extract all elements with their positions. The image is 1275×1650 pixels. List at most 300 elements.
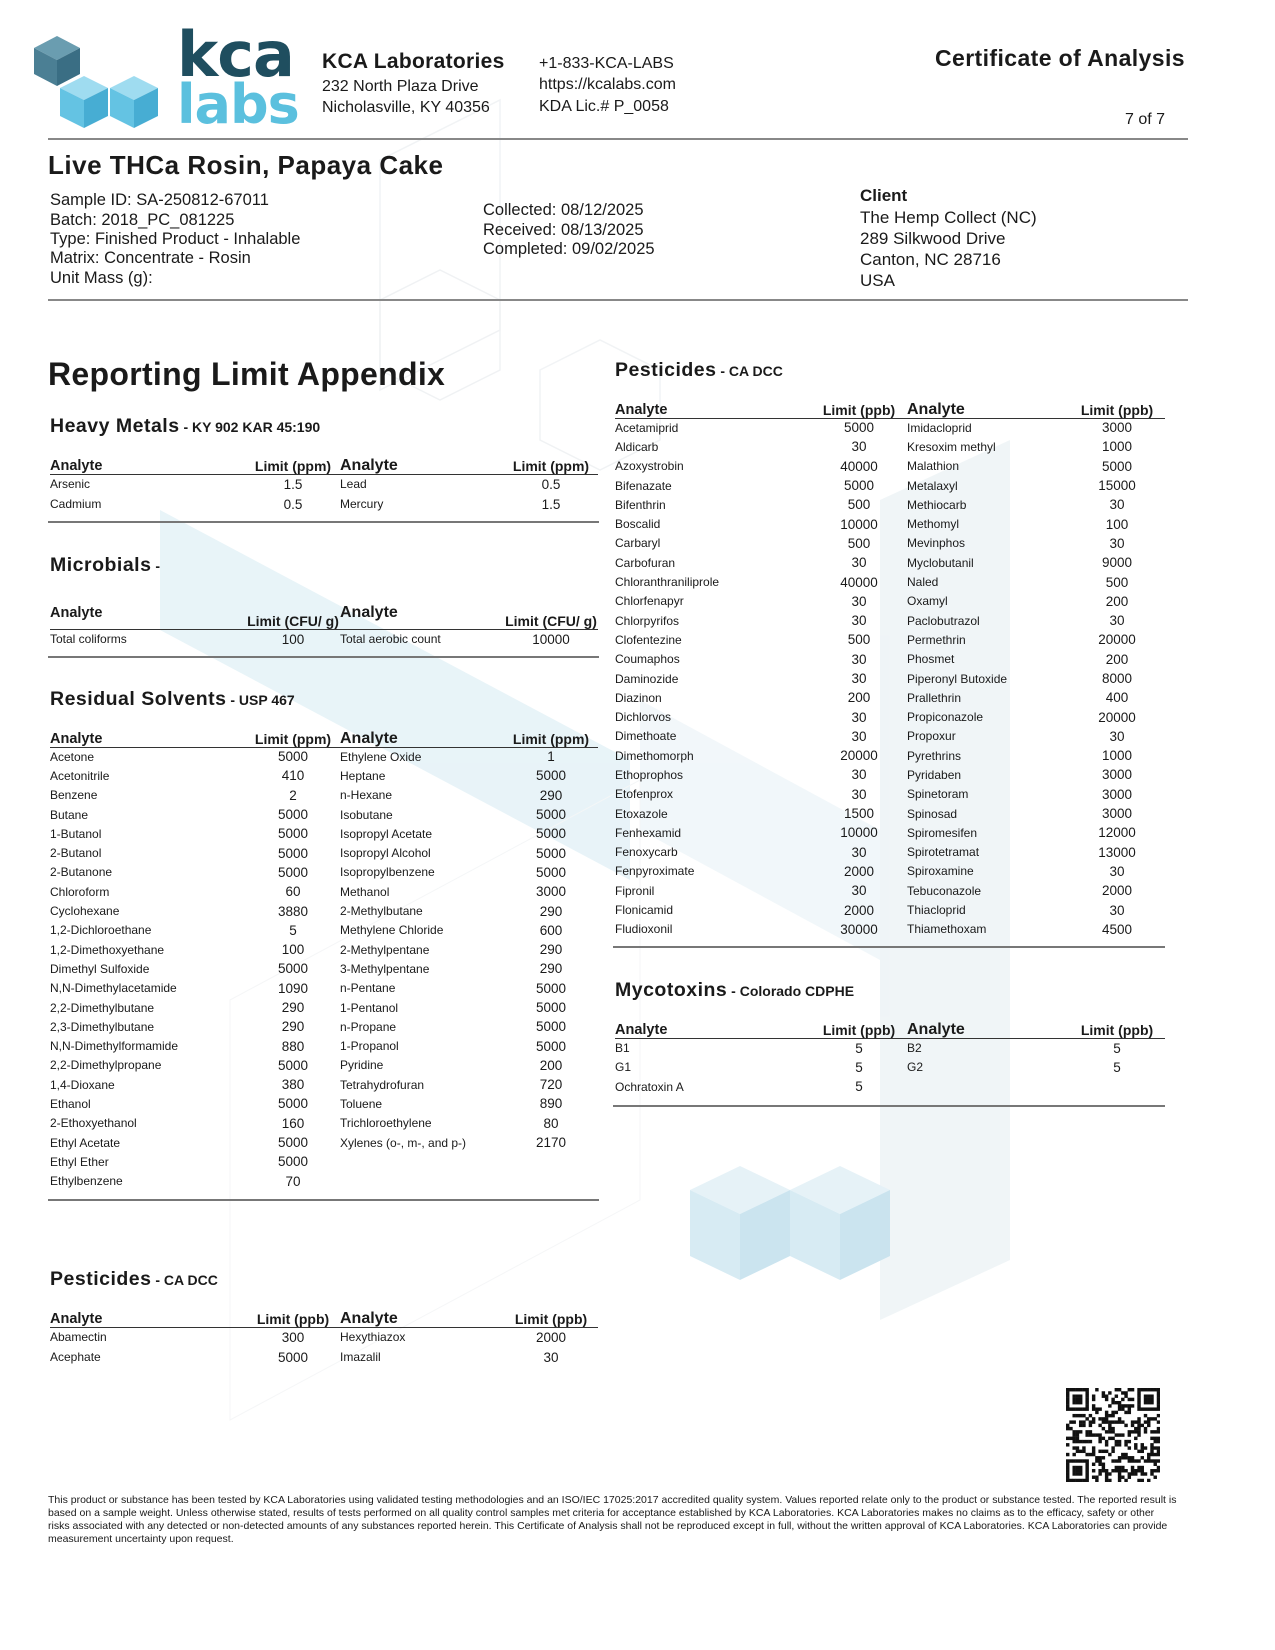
- heavy-metals-table: [50, 454, 598, 514]
- limit-cell: 30: [851, 555, 867, 571]
- table-row: [50, 1056, 598, 1075]
- analyte-cell: Dichlorvos: [615, 710, 672, 725]
- analyte-cell: Metalaxyl: [907, 478, 958, 493]
- table-row: [615, 457, 1165, 476]
- analyte-cell: Mercury: [340, 497, 384, 511]
- analyte-cell: N,N-Dimethylformamide: [50, 1039, 179, 1054]
- table-row: [615, 630, 1165, 649]
- limit-cell: 1.5: [541, 496, 561, 512]
- analyte-cell: Pyrethrins: [907, 748, 962, 763]
- logo-wordmark-top: kca: [177, 18, 294, 91]
- table-row: [615, 900, 1165, 919]
- table-row: [615, 534, 1165, 553]
- analyte-cell: Acetamiprid: [615, 420, 679, 435]
- limit-cell: 3000: [535, 884, 567, 900]
- client-street: 289 Silkwood Drive: [860, 229, 1006, 248]
- analyte-cell: Imazalil: [340, 1350, 381, 1364]
- analyte-cell: Fenpyroximate: [615, 864, 695, 879]
- analyte-cell: Diazinon: [615, 690, 662, 705]
- pesticides-left-heading: [50, 1268, 218, 1291]
- analyte-cell: 1,2-Dichloroethane: [50, 923, 152, 938]
- limit-cell: 5000: [277, 1154, 309, 1170]
- limit-cell: 5000: [843, 420, 875, 436]
- limit-cell: 5: [855, 1040, 863, 1056]
- analyte-cell: Boscalid: [615, 517, 661, 532]
- table-row: [615, 920, 1165, 939]
- analyte-cell: 2,2-Dimethylpropane: [50, 1058, 162, 1073]
- analyte-cell: Permethrin: [907, 632, 966, 647]
- limit-cell: 2170: [535, 1135, 567, 1151]
- analyte-cell: Daminozide: [615, 671, 679, 686]
- limit-cell: 290: [281, 1019, 305, 1035]
- analyte-cell: 1-Pentanol: [340, 1000, 399, 1015]
- table-row: [50, 959, 598, 978]
- col-limit-2: Limit (ppm): [504, 454, 598, 474]
- analyte-cell: n-Propane: [340, 1019, 397, 1034]
- limit-cell: 890: [539, 1096, 563, 1112]
- analyte-cell: 2-Methylpentane: [340, 942, 430, 957]
- analyte-cell: Lead: [340, 477, 367, 492]
- limit-cell: 5: [289, 922, 297, 938]
- analyte-cell: 2-Butanone: [50, 865, 113, 880]
- col-analyte-2: Analyte: [340, 591, 504, 629]
- client-label: Client: [860, 186, 908, 205]
- analyte-cell: 1-Propanol: [340, 1039, 399, 1054]
- mycotoxins-method: - Colorado CDPHE: [727, 983, 855, 999]
- analyte-cell: Isopropylbenzene: [340, 865, 435, 880]
- limit-cell: 2: [289, 787, 297, 803]
- analyte-cell: [340, 1152, 504, 1171]
- analyte-cell: Carbaryl: [615, 536, 661, 551]
- analyte-cell: Ethylbenzene: [50, 1174, 123, 1189]
- analyte-cell: Dimethoate: [615, 729, 677, 744]
- analyte-cell: Aldicarb: [615, 439, 659, 454]
- heavy-metals-end-rule: [48, 521, 599, 523]
- analyte-cell: Spinosad: [907, 806, 958, 821]
- limit-cell: 30: [1109, 728, 1125, 744]
- limit-cell: 15000: [1098, 478, 1136, 494]
- table-row: [615, 476, 1165, 495]
- limit-cell: 200: [539, 1057, 563, 1073]
- limit-cell: 30: [1109, 497, 1125, 513]
- limit-cell: 30: [1109, 902, 1125, 918]
- header-divider: [48, 138, 1188, 140]
- limit-cell: 5: [855, 1059, 863, 1075]
- table-row: [615, 804, 1165, 823]
- analyte-cell: Bifenthrin: [615, 497, 666, 512]
- col-analyte: Analyte: [50, 591, 246, 629]
- limit-cell: 500: [847, 497, 871, 513]
- client-name: The Hemp Collect (NC): [860, 208, 1037, 227]
- table-row: [50, 786, 598, 805]
- qr-code-icon[interactable]: [1066, 1388, 1160, 1482]
- limit-cell: 100: [281, 942, 305, 958]
- limit-cell: 30: [851, 767, 867, 783]
- limit-cell: 100: [1105, 516, 1129, 532]
- date-received: Received: 08/13/2025: [483, 221, 644, 239]
- limit-cell: 5000: [535, 1038, 567, 1054]
- limit-cell: 20000: [1098, 709, 1136, 725]
- table-row: [50, 863, 598, 882]
- analyte-cell: Spiromesifen: [907, 825, 978, 840]
- analyte-cell: Phosmet: [907, 652, 955, 667]
- limit-cell: 30: [851, 844, 867, 860]
- analyte-cell: Heptane: [340, 768, 386, 783]
- analyte-cell: Pyridaben: [907, 767, 962, 782]
- limit-cell: 12000: [1098, 825, 1136, 841]
- limit-cell: 30: [851, 593, 867, 609]
- col-analyte-2: Analyte: [340, 727, 504, 747]
- limit-cell: 1090: [277, 980, 309, 996]
- analyte-cell: Thiamethoxam: [907, 922, 987, 937]
- table-row: [615, 727, 1165, 746]
- table-row: [615, 592, 1165, 611]
- sample-matrix: Matrix: Concentrate - Rosin: [50, 249, 251, 267]
- analyte-cell: Abamectin: [50, 1330, 107, 1345]
- limit-cell: 5000: [277, 826, 309, 842]
- table-row: [615, 1038, 1165, 1058]
- table-header-row: [50, 1307, 598, 1327]
- col-analyte-2: Analyte: [340, 454, 504, 474]
- table-row: [50, 805, 598, 824]
- table-row: [615, 669, 1165, 688]
- date-completed: Completed: 09/02/2025: [483, 240, 655, 258]
- analyte-cell: Prallethrin: [907, 690, 962, 705]
- limit-cell: 9000: [1101, 555, 1133, 571]
- analyte-cell: Ethanol: [50, 1096, 91, 1111]
- table-row: [615, 611, 1165, 630]
- lab-phone[interactable]: +1-833-KCA-LABS: [539, 55, 674, 72]
- analyte-cell: Chlorpyrifos: [615, 613, 680, 628]
- col-analyte-2: Analyte: [340, 1307, 504, 1327]
- analyte-cell: Methanol: [340, 884, 390, 899]
- limit-cell: 30: [1109, 863, 1125, 879]
- table-row: [50, 901, 598, 920]
- table-row: [50, 882, 598, 901]
- microbials-table: [50, 591, 598, 649]
- limit-cell: 40000: [840, 574, 878, 590]
- table-row: [615, 862, 1165, 881]
- limit-cell: 5000: [535, 980, 567, 996]
- analyte-cell: Acephate: [50, 1350, 101, 1364]
- limit-cell: 720: [539, 1077, 563, 1093]
- col-analyte-2: Analyte: [907, 1018, 1069, 1038]
- analyte-cell: Cyclohexane: [50, 904, 120, 919]
- limit-cell: 5000: [535, 845, 567, 861]
- analyte-cell: Ethoprophos: [615, 767, 684, 782]
- table-row: [50, 998, 598, 1017]
- analyte-cell: Spinetoram: [907, 787, 969, 802]
- analyte-cell: Piperonyl Butoxide: [907, 671, 1008, 686]
- limit-cell: 30: [543, 1349, 559, 1365]
- limit-cell: 5000: [277, 1135, 309, 1151]
- col-analyte: Analyte: [615, 398, 811, 418]
- heavy-metals-method: - KY 902 KAR 45:190: [179, 419, 321, 435]
- analyte-cell: Dimethyl Sulfoxide: [50, 961, 150, 976]
- limit-cell: 20000: [1098, 632, 1136, 648]
- limit-cell: 290: [539, 903, 563, 919]
- analyte-cell: Naled: [907, 575, 939, 590]
- table-row: [615, 881, 1165, 900]
- table-row: [615, 418, 1165, 437]
- limit-cell: 1000: [1101, 748, 1133, 764]
- analyte-cell: Imidacloprid: [907, 420, 972, 435]
- page-number: 7 of 7: [1125, 111, 1166, 128]
- limit-cell: 5000: [277, 961, 309, 977]
- residual-solvents-heading: [50, 688, 295, 711]
- col-limit: Limit (CFU/ g): [246, 591, 340, 629]
- table-row: [615, 843, 1165, 862]
- limit-cell: 5000: [535, 768, 567, 784]
- limit-cell: [504, 1172, 598, 1191]
- analyte-cell: Propoxur: [907, 729, 956, 744]
- limit-cell: 2000: [843, 863, 875, 879]
- table-header-row: [50, 591, 598, 629]
- analyte-cell: Chlorfenapyr: [615, 594, 684, 609]
- limit-cell: 5: [1113, 1040, 1121, 1056]
- watermark-cube-1: [690, 1166, 790, 1280]
- analyte-cell: n-Pentane: [340, 981, 396, 996]
- analyte-cell: 2-Ethoxyethanol: [50, 1116, 137, 1131]
- table-row: [50, 1347, 598, 1367]
- limit-cell: 2000: [1101, 883, 1133, 899]
- limit-cell: 30: [851, 613, 867, 629]
- sample-type: Type: Finished Product - Inhalable: [50, 230, 301, 248]
- col-limit: Limit (ppb): [811, 1018, 907, 1038]
- lab-address-2: Nicholasville, KY 40356: [322, 99, 490, 116]
- analyte-cell: Total aerobic count: [340, 632, 441, 647]
- limit-cell: 3880: [277, 903, 309, 919]
- analyte-cell: Fenhexamid: [615, 825, 682, 840]
- col-limit-2: Limit (CFU/ g): [504, 591, 598, 629]
- table-row: [50, 824, 598, 843]
- limit-cell: 2000: [843, 902, 875, 918]
- analyte-cell: Total coliforms: [50, 632, 127, 647]
- analyte-cell: Arsenic: [50, 477, 91, 492]
- limit-cell: 80: [543, 1115, 559, 1131]
- analyte-cell: Hexythiazox: [340, 1330, 406, 1345]
- limit-cell: 30: [851, 728, 867, 744]
- analyte-cell: Coumaphos: [615, 652, 680, 667]
- limit-cell: 880: [281, 1038, 305, 1054]
- info-divider: [48, 299, 1188, 301]
- analyte-cell: Azoxystrobin: [615, 459, 684, 474]
- table-row: [50, 843, 598, 862]
- limit-cell: 5000: [535, 1019, 567, 1035]
- limit-cell: 0.5: [283, 496, 303, 512]
- sample-batch: Batch: 2018_PC_081225: [50, 211, 235, 229]
- table-row: [615, 437, 1165, 456]
- residual-solvents-title: Residual Solvents: [50, 688, 227, 710]
- client-country: USA: [860, 271, 895, 290]
- limit-cell: 290: [281, 1000, 305, 1015]
- pesticides-right-heading: [615, 359, 783, 382]
- limit-cell: 1500: [843, 806, 875, 822]
- analyte-cell: Thiacloprid: [907, 903, 966, 918]
- table-row: [615, 707, 1165, 726]
- limit-cell: 1: [547, 749, 555, 765]
- analyte-cell: Fipronil: [615, 883, 655, 898]
- limit-cell: 8000: [1101, 671, 1133, 686]
- limit-cell: 30000: [840, 921, 878, 937]
- table-row: [615, 765, 1165, 784]
- table-row: [50, 629, 598, 649]
- limit-cell: 380: [281, 1077, 305, 1093]
- logo-wordmark-bottom: labs: [177, 73, 299, 136]
- col-limit-2: Limit (ppb): [1069, 1018, 1165, 1038]
- limit-cell: 10000: [840, 516, 878, 532]
- limit-cell: 5000: [535, 1000, 567, 1015]
- mycotoxins-table: [615, 1018, 1165, 1097]
- analyte-cell: Paclobutrazol: [907, 613, 980, 628]
- pesticides-right-table: [615, 398, 1165, 939]
- limit-cell: 30: [851, 786, 867, 802]
- table-row: [615, 1077, 1165, 1097]
- analyte-cell: 3-Methylpentane: [340, 961, 430, 976]
- table-header-row: [615, 1018, 1165, 1038]
- analyte-cell: Ochratoxin A: [615, 1079, 684, 1094]
- pesticides-left-method: - CA DCC: [151, 1272, 218, 1288]
- analyte-cell: Methomyl: [907, 517, 960, 532]
- table-row: [50, 979, 598, 998]
- limit-cell: 290: [539, 787, 563, 803]
- analyte-cell: Dimethomorph: [615, 748, 694, 763]
- analyte-cell: Etofenprox: [615, 787, 674, 802]
- limit-cell: 10000: [532, 631, 570, 647]
- analyte-cell: Clofentezine: [615, 632, 682, 647]
- analyte-cell: Isopropyl Alcohol: [340, 846, 431, 861]
- limit-cell: 5000: [277, 1057, 309, 1073]
- analyte-cell: Xylenes (o-, m-, and p-): [340, 1135, 467, 1150]
- analyte-cell: 2-Methylbutane: [340, 904, 423, 919]
- table-row: [50, 1114, 598, 1133]
- table-row: [50, 1094, 598, 1113]
- table-row: [50, 766, 598, 785]
- col-limit: Limit (ppm): [246, 727, 340, 747]
- limit-cell: 600: [539, 922, 563, 938]
- col-analyte: Analyte: [50, 727, 246, 747]
- date-collected: Collected: 08/12/2025: [483, 201, 644, 219]
- limit-cell: 3000: [1101, 767, 1133, 783]
- analyte-cell: n-Hexane: [340, 788, 393, 803]
- analyte-cell: Ethyl Ether: [50, 1154, 109, 1169]
- limit-cell: [1069, 1077, 1165, 1097]
- limit-cell: 3000: [1101, 806, 1133, 822]
- analyte-cell: Tetrahydrofuran: [340, 1077, 425, 1092]
- limit-cell: 13000: [1098, 844, 1136, 860]
- limit-cell: 290: [539, 942, 563, 958]
- limit-cell: 5000: [277, 845, 309, 861]
- limit-cell: 5000: [843, 478, 875, 494]
- lab-website-link[interactable]: https://kcalabs.com: [539, 76, 676, 93]
- limit-cell: 1000: [1101, 439, 1133, 455]
- residual-solvents-method: - USP 467: [226, 692, 295, 708]
- limit-cell: 5: [1113, 1059, 1121, 1075]
- analyte-cell: Pyridine: [340, 1058, 384, 1073]
- analyte-cell: 1,2-Dimethoxyethane: [50, 942, 165, 957]
- heavy-metals-title: Heavy Metals: [50, 415, 180, 437]
- analyte-cell: Etoxazole: [615, 806, 668, 821]
- limit-cell: 500: [847, 535, 871, 551]
- col-analyte: Analyte: [50, 454, 246, 474]
- analyte-cell: Mevinphos: [907, 536, 966, 551]
- analyte-cell: [907, 1077, 1069, 1097]
- analyte-cell: 2,2-Dimethylbutane: [50, 1000, 155, 1015]
- limit-cell: 30: [851, 883, 867, 899]
- appendix-title: Reporting Limit Appendix: [48, 356, 446, 392]
- pesticides-left-title: Pesticides: [50, 1268, 152, 1290]
- analyte-cell: N,N-Dimethylacetamide: [50, 981, 177, 996]
- limit-cell: 30: [851, 671, 867, 686]
- limit-cell: 200: [1105, 593, 1129, 609]
- watermark-cube-2: [790, 1166, 890, 1280]
- analyte-cell: Methiocarb: [907, 497, 967, 512]
- limit-cell: 3000: [1101, 786, 1133, 802]
- col-limit: Limit (ppb): [811, 398, 907, 418]
- limit-cell: 0.5: [541, 476, 561, 492]
- document-title: Certificate of Analysis: [935, 45, 1185, 71]
- table-header-row: [50, 454, 598, 474]
- analyte-cell: Carbofuran: [615, 555, 676, 570]
- analyte-cell: Isopropyl Acetate: [340, 826, 433, 841]
- mycotoxins-end-rule: [613, 1105, 1165, 1107]
- analyte-cell: Spiroxamine: [907, 864, 974, 879]
- limit-cell: 30: [1109, 535, 1125, 551]
- table-row: [50, 1036, 598, 1055]
- limit-cell: 5000: [535, 807, 567, 823]
- footer-disclaimer: This product or substance has been tested by KCA Laboratories using validated testing methodologies and an ISO/IEC 17025:2017 accredited quality system. Values reported relate only to the product or substance tested. The reported result is based on a sample weight. Unless otherwise stated, results of tests performed on all quality control samples met criteria for acceptance established by KCA Laboratories. KCA Laboratories makes no claims as to the efficacy, safety or other risks associated with any detected or non-detected amounts of any substances reported herein. This Certificate of Analysis shall not be reproduced except in full, without the written approval of KCA Laboratories. KCA Laboratories can provide measurement uncertainty upon request.: [48, 1494, 1177, 1545]
- analyte-cell: Ethyl Acetate: [50, 1135, 121, 1150]
- table-row: [615, 650, 1165, 669]
- analyte-cell: G2: [907, 1060, 924, 1075]
- limit-cell: 30: [851, 439, 867, 455]
- table-row: [50, 921, 598, 940]
- table-header-row: [615, 398, 1165, 418]
- limit-cell: 10000: [840, 825, 878, 841]
- table-row: [615, 1058, 1165, 1078]
- table-row: [50, 1133, 598, 1152]
- limit-cell: 20000: [840, 748, 878, 764]
- pesticides-right-method: - CA DCC: [716, 363, 783, 379]
- col-analyte: Analyte: [50, 1307, 246, 1327]
- analyte-cell: Methylene Chloride: [340, 923, 444, 938]
- pesticides-right-end-rule: [613, 946, 1165, 948]
- analyte-cell: Chloroform: [50, 884, 110, 899]
- limit-cell: 60: [285, 884, 301, 900]
- limit-cell: 5000: [277, 1349, 309, 1365]
- limit-cell: 5000: [277, 807, 309, 823]
- limit-cell: 400: [1105, 690, 1129, 706]
- limit-cell: 200: [847, 690, 871, 706]
- table-row: [615, 785, 1165, 804]
- limit-cell: 30: [1109, 613, 1125, 629]
- analyte-cell: Flonicamid: [615, 903, 674, 918]
- analyte-cell: Chloranthraniliprole: [615, 575, 720, 590]
- limit-cell: 160: [281, 1115, 305, 1131]
- analyte-cell: Isobutane: [340, 807, 393, 822]
- lab-address-1: 232 North Plaza Drive: [322, 78, 479, 95]
- limit-cell: 1.5: [283, 476, 303, 492]
- table-row: [50, 1075, 598, 1094]
- analyte-cell: 2,3-Dimethylbutane: [50, 1019, 155, 1034]
- limit-cell: 70: [285, 1173, 301, 1189]
- table-row: [615, 553, 1165, 572]
- heavy-metals-heading: [50, 415, 320, 438]
- product-name: Live THCa Rosin, Papaya Cake: [48, 150, 444, 180]
- table-row: [50, 1327, 598, 1347]
- limit-cell: 500: [847, 632, 871, 648]
- analyte-cell: Bifenazate: [615, 478, 672, 493]
